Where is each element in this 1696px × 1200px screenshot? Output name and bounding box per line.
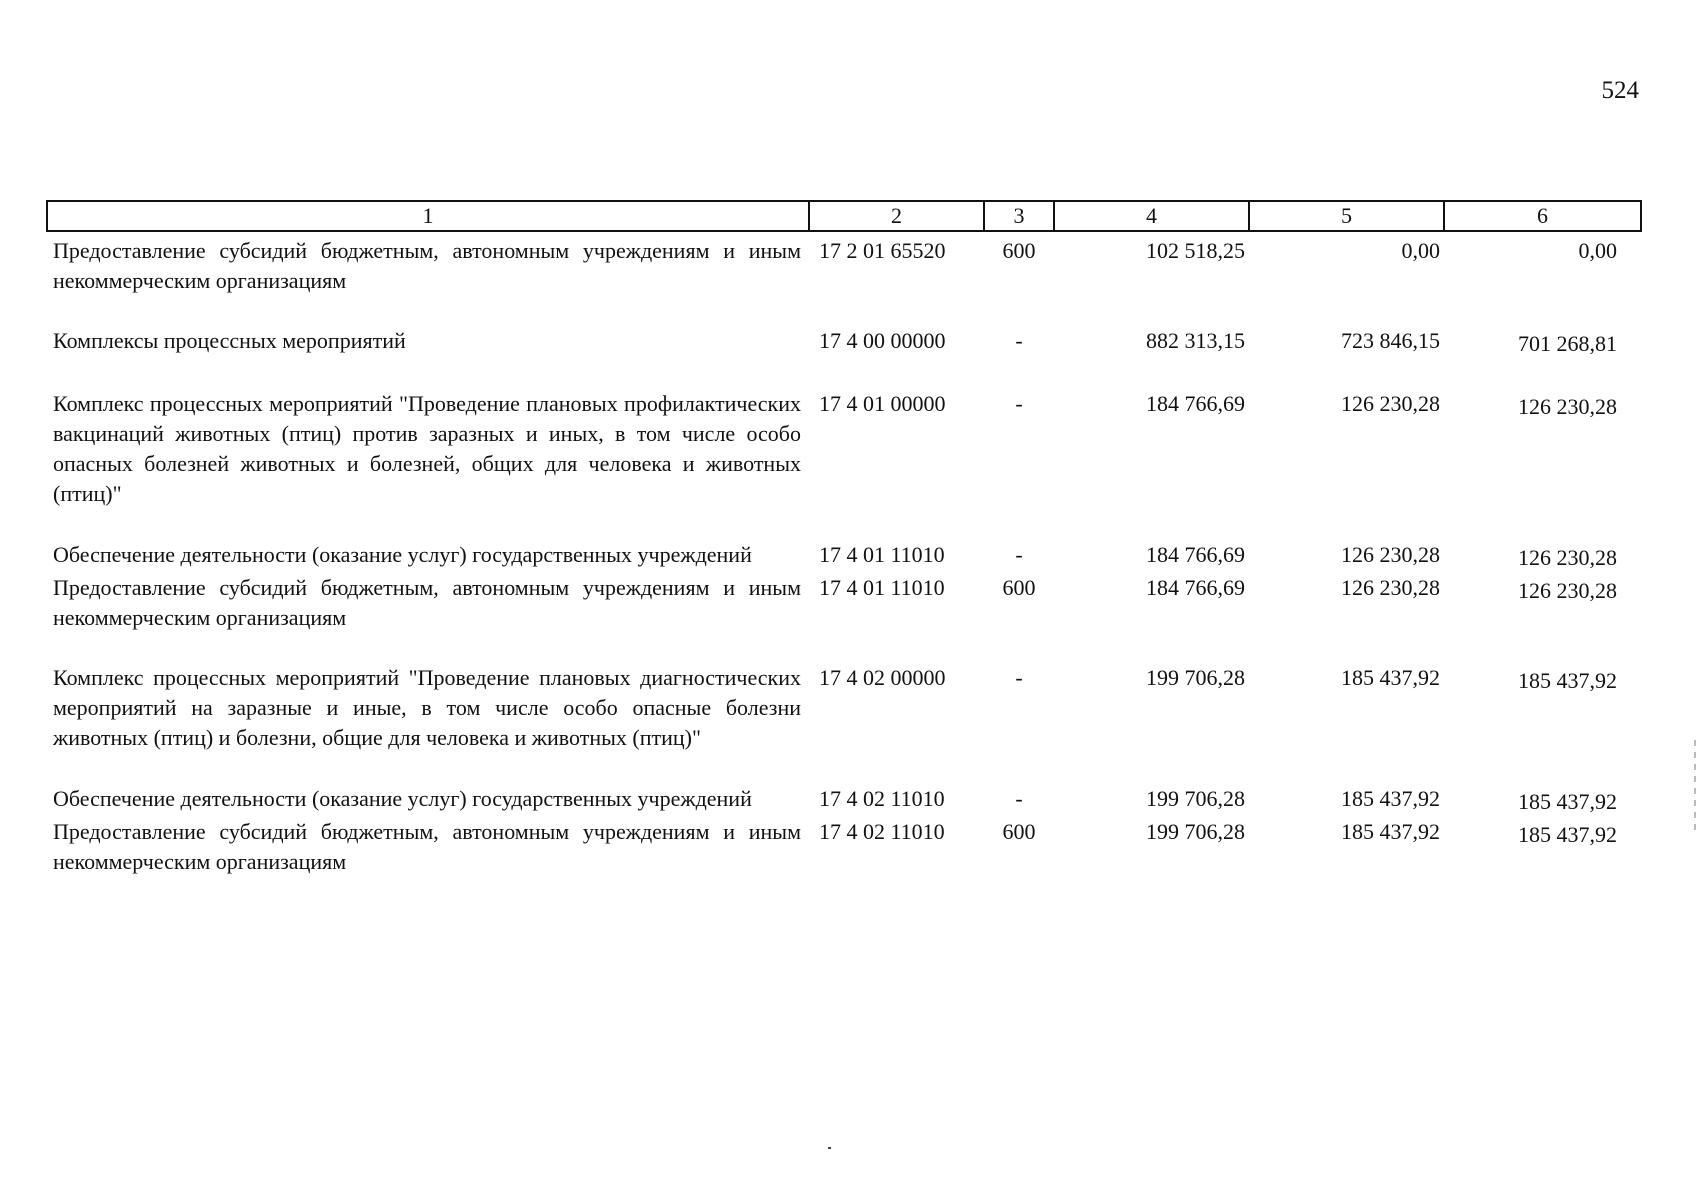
row-name: Комплексы процессных мероприятий <box>53 328 406 353</box>
page-number: 524 <box>1601 77 1639 104</box>
column-header-4: 4 <box>1054 201 1249 231</box>
table-row <box>47 231 1641 326</box>
row-value-col4: 882 313,15 <box>1146 328 1245 353</box>
row-code: 17 4 00 00000 <box>819 328 946 353</box>
row-value-col4: 102 518,25 <box>1146 238 1245 263</box>
row-value-col5: 0,00 <box>1401 238 1440 263</box>
row-value-col6: 185 437,92 <box>1518 789 1617 814</box>
row-code: 17 4 02 11010 <box>819 786 945 811</box>
row-code: 17 4 01 11010 <box>819 542 945 567</box>
row-code: 17 4 01 11010 <box>819 575 945 600</box>
row-type: 600 <box>1002 238 1036 263</box>
table-row <box>47 326 1641 389</box>
row-type: - <box>1015 786 1023 811</box>
row-value-col5: 723 846,15 <box>1341 328 1440 353</box>
table-row <box>47 573 1641 663</box>
row-name: Предоставление субсидий бюджетным, автономным учреждениям и иным некоммерческим организациям <box>53 238 801 293</box>
row-value-col5: 185 437,92 <box>1341 819 1440 844</box>
row-value-col6: 126 230,28 <box>1518 545 1617 570</box>
row-type: 600 <box>1002 575 1036 600</box>
row-type: - <box>1015 328 1023 353</box>
row-value-col6: 0,00 <box>1578 238 1617 263</box>
row-name: Комплекс процессных мероприятий "Проведение плановых диагностических мероприятий на заразные и иные, в том числе особо опасные болезни животных (птиц) и болезни, общие для человека и животных (птиц)" <box>53 665 801 750</box>
scan-artifact-dot <box>828 1147 831 1149</box>
row-value-col6: 126 230,28 <box>1518 578 1617 603</box>
table-row <box>47 389 1641 540</box>
row-name: Предоставление субсидий бюджетным, автономным учреждениям и иным некоммерческим организациям <box>53 819 801 874</box>
row-value-col6: 185 437,92 <box>1518 668 1617 693</box>
table-row <box>47 540 1641 573</box>
row-code: 17 2 01 65520 <box>819 238 946 263</box>
row-value-col5: 185 437,92 <box>1341 665 1440 690</box>
column-header-2: 2 <box>809 201 984 231</box>
row-code: 17 4 02 11010 <box>819 819 945 844</box>
row-type: - <box>1015 665 1023 690</box>
row-name: Обеспечение деятельности (оказание услуг) государственных учреждений <box>53 786 752 811</box>
row-value-col4: 199 706,28 <box>1146 819 1245 844</box>
row-value-col5: 185 437,92 <box>1341 786 1440 811</box>
row-type: 600 <box>1002 819 1036 844</box>
table-row <box>47 663 1641 784</box>
row-value-col5: 126 230,28 <box>1341 391 1440 416</box>
row-value-col6: 701 268,81 <box>1518 331 1617 356</box>
row-value-col4: 184 766,69 <box>1146 391 1245 416</box>
row-code: 17 4 02 00000 <box>819 665 946 690</box>
table-header-row <box>47 201 1641 231</box>
column-header-1: 1 <box>47 201 809 231</box>
row-value-col4: 184 766,69 <box>1146 542 1245 567</box>
table-row <box>47 817 1641 877</box>
row-value-col4: 199 706,28 <box>1146 665 1245 690</box>
row-value-col4: 199 706,28 <box>1146 786 1245 811</box>
row-code: 17 4 01 00000 <box>819 391 946 416</box>
row-name: Комплекс процессных мероприятий "Проведение плановых профилактических вакцинаций животных (птиц) против заразных и иных, в том числе особо опасных болезней животных и болезней, общих для человека и животных (птиц)" <box>53 391 801 506</box>
row-value-col5: 126 230,28 <box>1341 542 1440 567</box>
row-name: Обеспечение деятельности (оказание услуг) государственных учреждений <box>53 542 752 567</box>
budget-table <box>46 200 1642 877</box>
column-header-5: 5 <box>1249 201 1444 231</box>
column-header-6: 6 <box>1444 201 1641 231</box>
column-header-3: 3 <box>984 201 1054 231</box>
row-value-col4: 184 766,69 <box>1146 575 1245 600</box>
row-value-col5: 126 230,28 <box>1341 575 1440 600</box>
row-value-col6: 185 437,92 <box>1518 822 1617 847</box>
row-value-col6: 126 230,28 <box>1518 394 1617 419</box>
row-type: - <box>1015 542 1023 567</box>
row-type: - <box>1015 391 1023 416</box>
row-name: Предоставление субсидий бюджетным, автономным учреждениям и иным некоммерческим организациям <box>53 575 801 630</box>
table-row <box>47 784 1641 817</box>
